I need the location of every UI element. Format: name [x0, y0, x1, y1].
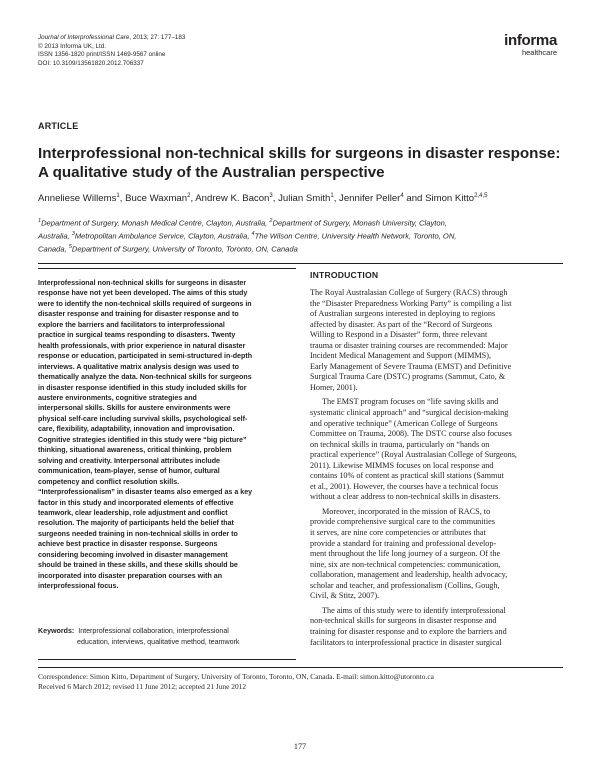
affiliation-text: Department of Surgery, Monash Medical Centre, Clayton, Australia,	[41, 218, 270, 228]
body-line: the “Disaster Preparedness Working Party” is compiling a list	[310, 298, 512, 308]
body-line: ment throughout the life long journey of a surgeon. Of the	[310, 549, 501, 559]
body-line: The aims of this study were to identify interprofessional	[322, 605, 506, 615]
body-line: Civil, & Stitz, 2007).	[310, 591, 380, 601]
footer-rule	[38, 667, 563, 668]
abstract-line: communication, team-player, sense of humor, cultural	[38, 467, 220, 476]
journal-citation	[38, 34, 185, 43]
author-name: Anneliese Willems	[38, 193, 117, 205]
publisher-brand: informa	[504, 32, 557, 49]
author-separator: ,	[119, 193, 126, 205]
journal-issn: ISSN 1356-1820 print/ISSN 1469-9567 online	[38, 51, 166, 59]
abstract-line: explore the barriers and facilitators to interprofessional	[38, 320, 225, 329]
body-line: contains 10% of content as practical skill stations (Sammut	[310, 471, 504, 481]
keywords-line-1	[38, 626, 296, 637]
author-separator: and	[403, 193, 426, 205]
affiliation-line	[38, 242, 568, 255]
keywords-label: Keywords:	[38, 627, 75, 635]
keywords	[38, 626, 296, 647]
body-line: training for disaster response and to explore the barriers and	[310, 626, 507, 636]
publisher-sub: healthcare	[521, 48, 557, 57]
publisher-logo	[504, 33, 557, 57]
affiliation-text: Department of Surgery, University of Toronto, Toronto, ON, Canada	[71, 244, 298, 254]
affiliations	[38, 216, 568, 254]
abstract-line: care, flexibility, adaptability, innovation and improvisation.	[38, 425, 235, 434]
abstract-line: disaster response and training for disaster response and to	[38, 310, 239, 319]
body-line: Homer, 2001).	[310, 382, 358, 392]
article-type: ARTICLE	[38, 121, 79, 131]
affiliation-sup: 5	[68, 243, 72, 250]
affiliation-text: The Wilson Centre, University Health Network, Toronto, ON,	[254, 231, 457, 241]
journal-doi: DOI: 10.3109/13561820.2012.706337	[38, 59, 144, 67]
abstract	[38, 278, 296, 592]
author-sup: 2,4,5	[474, 193, 488, 199]
abstract-line: interpersonal skills. Skills for austere environments were	[38, 404, 231, 413]
abstract-line: physical self-care including survival skills, psychological self-	[38, 414, 248, 423]
body-line: Incident Medical Management and Support (MIMMS),	[310, 351, 491, 361]
body-line: of Australian surgeons interested in deploying to regions	[310, 309, 496, 319]
affiliation-line	[38, 216, 568, 229]
author-list	[38, 190, 568, 205]
body-line: without a clear address to non-technical skills in disasters.	[310, 492, 501, 502]
affiliation-sup: 3	[71, 230, 75, 237]
body-line: The EMST program focuses on “life saving skills and	[322, 397, 499, 407]
affiliation-sup: 2	[269, 218, 273, 224]
abstract-line: resolution. The majority of participants held the belief that	[38, 519, 234, 528]
body-line: and operative technique” (American College of Surgeons	[310, 418, 498, 428]
affiliation-text: Metropolitan Ambulance Service, Clayton, Australia,	[74, 231, 252, 241]
author-sup: 1	[330, 193, 334, 199]
abstract-line: thematically analyze the data. Non-technical skills for surgeons	[38, 373, 252, 382]
page-number: 177	[293, 742, 307, 751]
body-line: Surgical Trauma Care (DSTC) programs (Sammut, Cato, &	[310, 372, 506, 382]
intro-heading: INTRODUCTION	[310, 270, 379, 280]
journal-name: Journal of Interprofessional Care	[38, 34, 130, 41]
abstract-line: response or education, participated in semi-structured in-depth	[38, 352, 253, 361]
body-line: Willing to Respond in a Disaster” form, three relevant	[310, 330, 488, 340]
journal-copyright: © 2013 Informa UK, Ltd.	[38, 42, 106, 50]
body-line: facilitators to interprofessional practice in disaster surgical	[310, 637, 502, 647]
author-name: Julian Smith	[278, 193, 331, 205]
abstract-line: practice in surgical teams responding to disasters. Twenty	[38, 331, 236, 340]
abstract-line: interprofessional focus.	[38, 582, 119, 591]
title-line-1: Interprofessional non-technical skills for surgeons in disaster response:	[38, 145, 561, 162]
body-line: nine, six are non-technical competencies: communication,	[310, 559, 501, 569]
body-line: provide a standard for training and professional develop-	[310, 538, 497, 548]
title-line-2: A qualitative study of the Australian perspective	[38, 164, 385, 181]
body-line: trauma or disaster training courses are recommended: Major	[310, 340, 508, 350]
affiliation-sup: 1	[38, 218, 42, 224]
body-line: practical experience” (Royal Australasian College of Surgeons,	[310, 450, 517, 460]
body-line: scholar and teacher, and professionalism (Collins, Gough,	[310, 580, 500, 590]
author-name: Andrew K. Bacon	[195, 193, 270, 205]
abstract-line: in disaster response identified in this study included skills for	[38, 383, 247, 392]
body-line: Early Management of Severe Trauma (EMST) and Definitive	[310, 361, 512, 371]
abstract-line: Interprofessional non-technical skills for surgeons in disaster	[38, 279, 247, 287]
abstract-line: health professionals, with prior experience in natural disaster	[38, 341, 246, 350]
keywords-text-1: Interprofessional collaboration, interprofessional	[78, 627, 229, 635]
abstract-line: solving and creativity. Interpersonal attributes include	[38, 456, 220, 465]
abstract-line: competency and conflict resolution skills.	[38, 477, 180, 486]
correspondence: Correspondence: Simon Kitto, Department of Surgery, University of Toronto, Toronto, ON, Canada. E-mail: simon.kitto@utoronto.ca	[38, 672, 434, 681]
abstract-line: thinking, situational awareness, critical thinking, problem	[38, 446, 232, 455]
abstract-line: teamwork, clear leadership, role adjustment and conflict	[38, 508, 228, 517]
body-line: systematic clinical approach” and “surgical decision-making	[310, 408, 509, 418]
body-line: non-technical skills for surgeons in disaster response and	[310, 616, 497, 626]
journal-volume: , 2013; 27: 177–183	[129, 34, 186, 41]
author-separator: ,	[272, 193, 279, 205]
affiliation-line	[38, 229, 568, 242]
abstract-line: achieve best practice in disaster response. Surgeons	[38, 540, 218, 549]
author-name: Buce Waxman	[125, 193, 188, 205]
body-line: collaboration, management and leadership, health advocacy,	[310, 570, 508, 580]
abstract-line: surgeons needed training in non-technical skills in order to	[38, 529, 238, 538]
author-separator: ,	[190, 193, 196, 205]
body-line: on technical skills in trauma, particularly on “hands on	[310, 439, 490, 449]
body-line: Committee on Trauma, 2008). The DSTC course also focuses	[310, 429, 512, 439]
abstract-line: response have not yet been developed. The aims of this study	[38, 289, 248, 298]
footer	[38, 672, 434, 692]
affiliation-text: Department of Surgery, Monash University, Clayton,	[272, 218, 447, 228]
keywords-line-2: education, interviews, qualitative method, teamwork	[77, 637, 240, 646]
received-dates: Received 6 March 2012; revised 11 June 2012; accepted 21 June 2012	[38, 682, 247, 691]
abstract-line: considering becoming involved in disaster management	[38, 550, 228, 559]
article-title	[38, 144, 563, 182]
intro-body	[310, 288, 563, 648]
abstract-line: factor in this study and incorporated elements of effective	[38, 498, 234, 507]
body-line: Moreover, incorporated in the mission of RACS, to	[322, 506, 491, 516]
body-line: 2011). Likewise MIMMS focuses on local response and	[310, 460, 494, 470]
author-sup: 1	[116, 193, 120, 199]
abstract-line: were to identify the non-technical skills required of surgeons in	[38, 299, 252, 308]
affiliation-sup: 4	[251, 230, 255, 237]
author-sup: 2	[187, 193, 191, 199]
affiliation-text: Canada,	[38, 244, 69, 254]
abstract-line: “Interprofessionalism” in disaster teams also emerged as a key	[38, 488, 253, 497]
abstract-line: interviews. A qualitative matrix analysis design was used to	[38, 362, 239, 371]
abstract-line: incorporated into disaster preparation courses with an	[38, 571, 223, 580]
abstract-line: should be trained in these skills, and these skills should be	[38, 561, 238, 570]
body-line: it serves, are nine core competencies or attributes that	[310, 528, 486, 538]
abstract-line: Cognitive strategies identified in this study were “big picture”	[38, 435, 247, 444]
body-line: et al., 2001). However, the courses have a technical focus	[310, 481, 499, 491]
author-name: Jennifer Peller	[339, 193, 401, 205]
affiliation-text: Australia,	[38, 231, 72, 241]
author-sup: 4	[400, 193, 404, 199]
author-name: Simon Kitto	[425, 193, 475, 205]
author-separator: ,	[333, 193, 340, 205]
body-line: provide comprehensive surgical care to the communities	[310, 517, 495, 527]
journal-info	[38, 34, 185, 68]
body-line: affected by disaster. As part of the “Record of Surgeons	[310, 319, 493, 329]
body-line: The Royal Australasian College of Surgery (RACS) through	[310, 288, 508, 297]
author-sup: 3	[269, 193, 273, 199]
header-rule	[38, 263, 563, 264]
abstract-line: austere environments, cognitive strategies and	[38, 393, 197, 402]
